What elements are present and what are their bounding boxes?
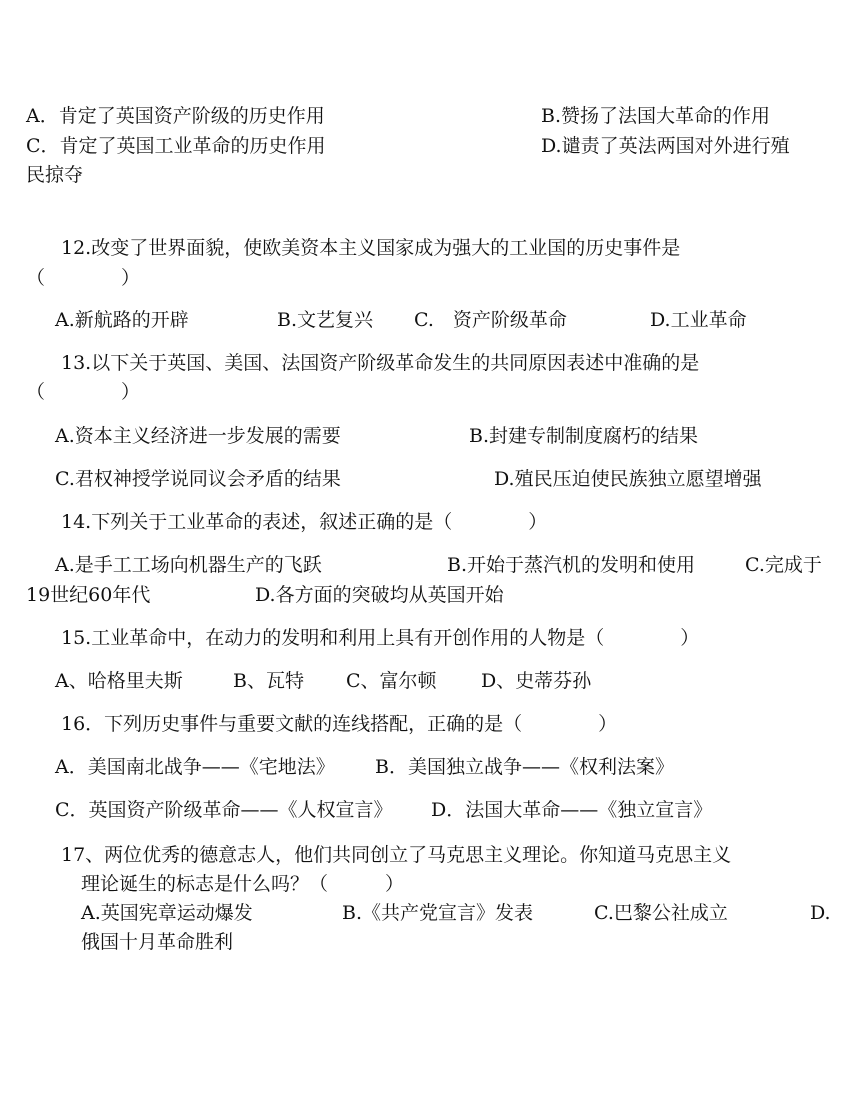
q13-stem: 13.以下关于英国、美国、法国资产阶级革命发生的共同原因表述中准确的是 — [61, 352, 700, 374]
q17-option-d: D. — [810, 902, 831, 924]
q12-option-d: D.工业革命 — [650, 309, 747, 331]
q12-option-a: A.新航路的开辟 — [55, 309, 189, 331]
q14-option-c: C.完成于 — [745, 554, 822, 576]
q15-stem: 15.工业革命中，在动力的发明和利用上具有开创作用的人物是（ ） — [61, 627, 700, 649]
q17-option-a: A.英国宪章运动爆发 — [81, 902, 253, 924]
q14-option-d: D.各方面的突破均从英国开始 — [255, 584, 504, 606]
q16-option-d: D．法国大革命——《独立宣言》 — [431, 799, 713, 821]
q15-option-c: C、富尔顿 — [346, 670, 437, 692]
q13-option-d: D.殖民压迫使民族独立愿望增强 — [494, 468, 762, 490]
q17-stem-continued: 理论诞生的标志是什么吗？（ ） — [81, 873, 405, 895]
q16-stem: 16．下列历史事件与重要文献的连线搭配，正确的是（ ） — [61, 713, 618, 735]
q16-option-b: B．美国独立战争——《权利法案》 — [375, 756, 674, 778]
q13-answer-blank: （ ） — [26, 381, 141, 403]
q11-option-d: D.谴责了英法两国对外进行殖 — [541, 135, 790, 157]
q14-option-b: B.开始于蒸汽机的发明和使用 — [447, 554, 696, 576]
q12-answer-blank: （ ） — [26, 267, 141, 289]
q15-option-d: D、史蒂芬孙 — [481, 670, 592, 692]
q17-option-d-continued: 俄国十月革命胜利 — [81, 931, 234, 953]
q12-stem: 12.改变了世界面貌，使欧美资本主义国家成为强大的工业国的历史事件是 — [61, 237, 681, 259]
q14-stem: 14.下列关于工业革命的表述，叙述正确的是（ ） — [61, 511, 548, 533]
q13-option-c: C.君权神授学说同议会矛盾的结果 — [55, 468, 341, 490]
q14-option-a: A.是手工工场向机器生产的飞跃 — [55, 554, 322, 576]
q17-stem: 17、两位优秀的德意志人，他们共同创立了马克思主义理论。你知道马克思主义 — [61, 844, 732, 866]
q14-option-c-continued: 19世纪60年代 — [26, 584, 151, 606]
q11-option-c: C．肯定了英国工业革命的历史作用 — [26, 135, 326, 157]
q11-option-d-continued: 民掠夺 — [26, 164, 84, 186]
q17-option-b: B.《共产党宣言》发表 — [342, 902, 534, 924]
q16-option-a: A．美国南北战争——《宅地法》 — [55, 756, 335, 778]
q11-option-b: B.赞扬了法国大革命的作用 — [541, 105, 771, 127]
q13-option-b: B.封建专制制度腐朽的结果 — [469, 425, 699, 447]
q15-option-b: B、瓦特 — [233, 670, 304, 692]
q11-option-a: A．肯定了英国资产阶级的历史作用 — [26, 105, 325, 127]
q17-option-c: C.巴黎公社成立 — [594, 902, 728, 924]
q15-option-a: A、哈格里夫斯 — [55, 670, 183, 692]
q16-option-c: C．英国资产阶级革命——《人权宣言》 — [55, 799, 393, 821]
q13-option-a: A.资本主义经济进一步发展的需要 — [55, 425, 341, 447]
q12-option-b: B.文艺复兴 — [277, 309, 374, 331]
q12-option-c: C. 资产阶级革命 — [414, 309, 567, 331]
